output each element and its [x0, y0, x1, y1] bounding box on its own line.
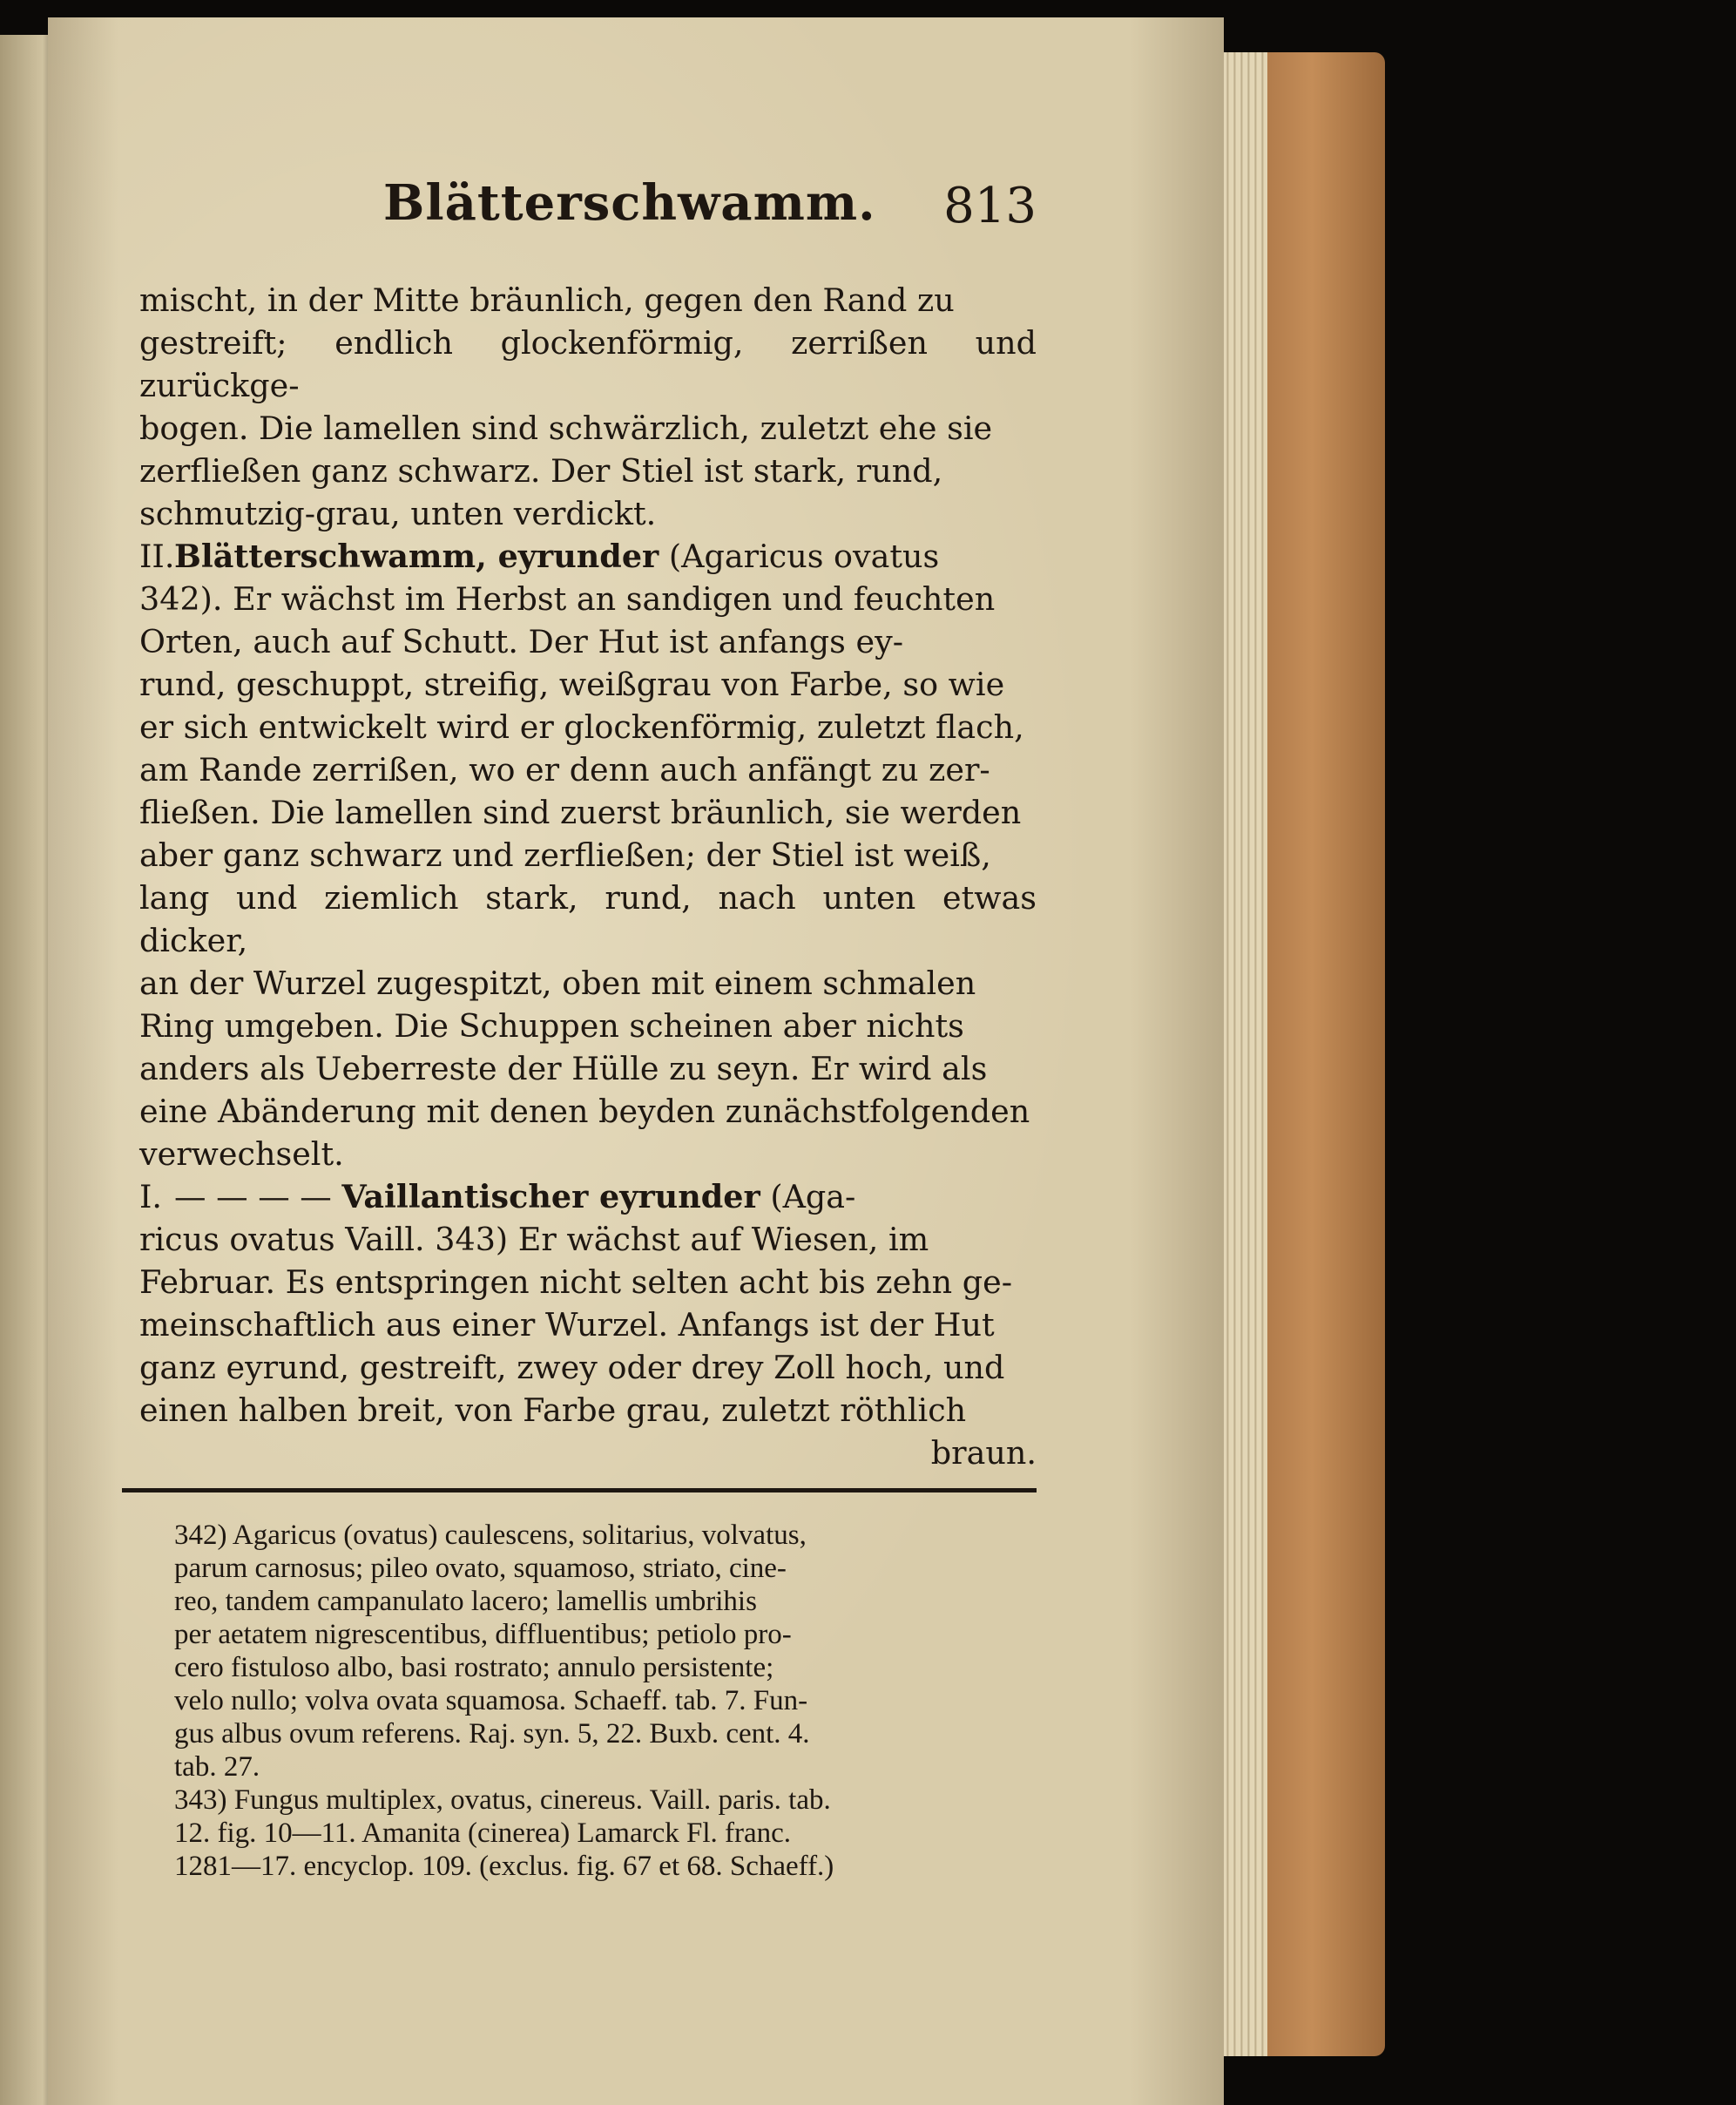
entry-heading-line: [139, 1175, 1037, 1218]
text-line: meinschaftlich aus einer Wurzel. Anfangs ist der Hut: [139, 1306, 995, 1344]
text-line: am Rande zerrißen, wo er denn auch anfängt zu zer-: [139, 751, 990, 789]
text-line: an der Wurzel zugespitzt, oben mit einem schmalen: [139, 965, 976, 1002]
footnote-line: parum carnosus; pileo ovato, squamoso, striato, cine-: [174, 1553, 787, 1584]
footnote-rule: [122, 1488, 1037, 1492]
running-header: [139, 166, 1037, 261]
text-line: lang und ziemlich stark, rund, nach unten etwas dicker,: [139, 879, 1037, 959]
text-line: fließen. Die lamellen sind zuerst bräunlich, sie werden: [139, 794, 1022, 831]
entry-heading-line: [139, 535, 1037, 578]
text-line: Ring umgeben. Die Schuppen scheinen aber nichts: [139, 1007, 964, 1045]
entry-name: Vaillantischer eyrunder: [341, 1178, 760, 1215]
text-line: Orten, auch auf Schutt. Der Hut ist anfangs ey-: [139, 623, 904, 660]
text-line: ricus ovatus Vaill. 343) Er wächst auf Wiesen, im: [139, 1221, 929, 1258]
footnote-line: tab. 27.: [174, 1751, 260, 1783]
text-line: schmutzig-grau, unten verdickt.: [139, 495, 657, 532]
entry-marker: I.: [139, 1178, 163, 1215]
book-cover-edge: [1263, 52, 1385, 2056]
entry-marker: II.: [139, 538, 175, 575]
footnotes: [139, 1519, 1037, 1883]
footnote-line: velo nullo; volva ovata squamosa. Schaeff. tab. 7. Fun-: [174, 1685, 808, 1716]
text-line: Februar. Es entspringen nicht selten acht bis zehn ge-: [139, 1263, 1013, 1301]
footnote-line: 343) Fungus multiplex, ovatus, cinereus. Vaill. paris. tab.: [174, 1784, 831, 1816]
text-line: 342). Er wächst im Herbst an sandigen und feuchten: [139, 580, 996, 618]
text-line: er sich entwickelt wird er glockenförmig, zuletzt flach,: [139, 708, 1024, 746]
text-line: mischt, in der Mitte bräunlich, gegen den Rand zu: [139, 281, 955, 319]
entry-latin-name: (Agaricus ovatus: [659, 538, 940, 575]
text-line: aber ganz schwarz und zerfließen; der Stiel ist weiß,: [139, 836, 991, 874]
entry-latin-name: (Aga-: [760, 1178, 856, 1215]
text-line: gestreift; endlich glockenförmig, zerrißen und zurückge-: [139, 324, 1037, 404]
text-line: bogen. Die lamellen sind schwärzlich, zuletzt ehe sie: [139, 409, 993, 447]
footnote-line: gus albus ovum referens. Raj. syn. 5, 22. Buxb. cent. 4.: [174, 1718, 810, 1750]
text-line: einen halben breit, von Farbe grau, zuletzt röthlich: [139, 1391, 967, 1429]
page-number: 813: [943, 178, 1037, 234]
footnote-line: 342) Agaricus (ovatus) caulescens, solitarius, volvatus,: [174, 1520, 807, 1551]
page-content: [139, 166, 1037, 1883]
footnote-line: 1281—17. encyclop. 109. (exclus. fig. 67 et 68. Schaeff.): [174, 1851, 834, 1882]
running-title: Blätterschwamm.: [383, 174, 876, 232]
entry-name: Blätterschwamm, eyrunder: [174, 538, 659, 575]
footnote-line: per aetatem nigrescentibus, diffluentibus; petiolo pro-: [174, 1619, 792, 1650]
text-line: zerfließen ganz schwarz. Der Stiel ist stark, rund,: [139, 452, 943, 490]
footnote-line: 12. fig. 10—11. Amanita (cinerea) Lamarck Fl. franc.: [174, 1817, 792, 1849]
text-line: ganz eyrund, gestreift, zwey oder drey Zoll hoch, und: [139, 1349, 1005, 1386]
text-line: eine Abänderung mit denen beyden zunächstfolgenden: [139, 1093, 1030, 1130]
text-line: rund, geschuppt, streifig, weißgrau von Farbe, so wie: [139, 666, 1005, 703]
text-line-right: braun.: [930, 1434, 1037, 1472]
text-line: verwechselt.: [139, 1135, 344, 1173]
main-text: [139, 279, 1037, 1474]
footnote-line: cero fistuloso albo, basi rostrato; annulo persistente;: [174, 1652, 774, 1683]
footnote-line: reo, tandem campanulato lacero; lamellis umbrihis: [174, 1586, 757, 1617]
text-line: anders als Ueberreste der Hülle zu seyn. Er wird als: [139, 1050, 988, 1087]
entry-dashes: — — — —: [174, 1178, 332, 1215]
